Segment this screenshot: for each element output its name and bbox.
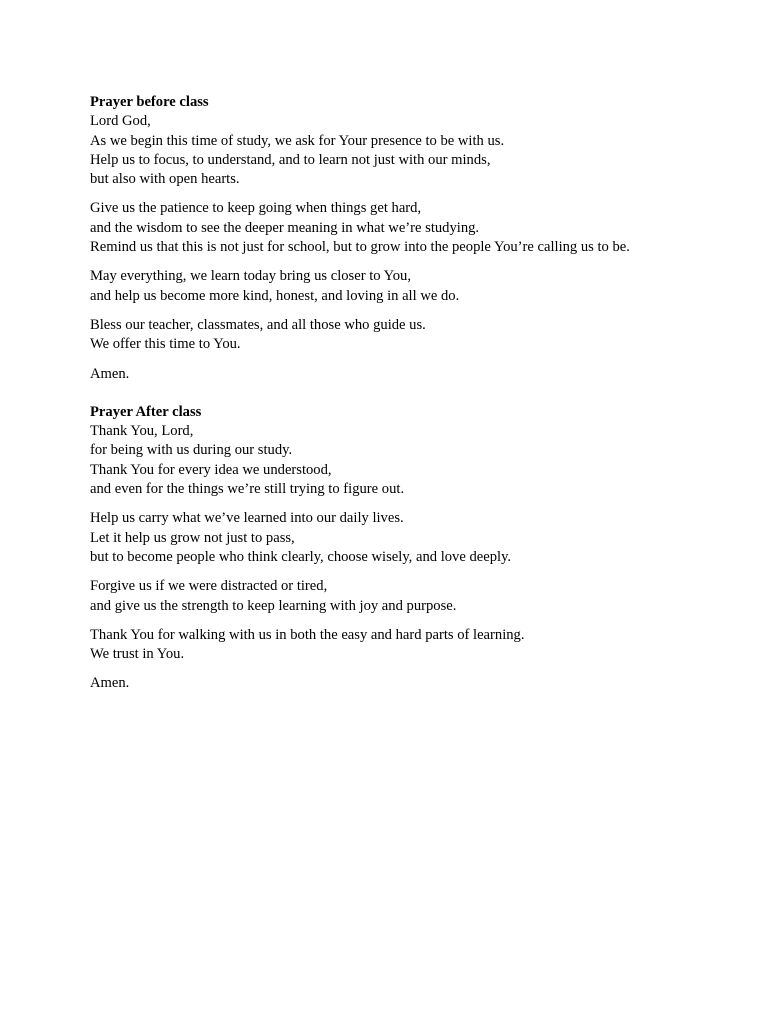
prayer-after-class-section xyxy=(90,403,730,694)
text-line: and the wisdom to see the deeper meaning in what we’re studying. xyxy=(90,219,480,236)
text-line: Forgive us if we were distracted or tired, xyxy=(90,578,328,595)
text-line: and give us the strength to keep learning with joy and purpose. xyxy=(90,597,457,614)
section-heading: Prayer before class xyxy=(90,94,209,110)
text-line: Let it help us grow not just to pass, xyxy=(90,529,295,546)
text-line: As we begin this time of study, we ask for Your presence to be with us. xyxy=(90,132,505,149)
paragraph xyxy=(90,199,730,257)
text-line: and even for the things we’re still trying to figure out. xyxy=(90,481,405,498)
text-line: and help us become more kind, honest, and loving in all we do. xyxy=(90,287,460,304)
paragraph xyxy=(90,267,730,306)
text-line: Give us the patience to keep going when things get hard, xyxy=(90,200,422,217)
text-line: for being with us during our study. xyxy=(90,442,293,459)
paragraph xyxy=(90,509,730,567)
text-line: Thank You for every idea we understood, xyxy=(90,461,332,478)
prayer-before-class-section xyxy=(90,93,730,384)
paragraph xyxy=(90,577,730,616)
text-line: Lord God, xyxy=(90,113,151,130)
text-line: Thank You, Lord, xyxy=(90,423,194,440)
text-line: We trust in You. xyxy=(90,646,185,663)
paragraph xyxy=(90,316,730,355)
paragraph xyxy=(90,112,730,189)
text-line: Remind us that this is not just for school, but to grow into the people You’re calling us to be. xyxy=(90,239,630,256)
section-heading: Prayer After class xyxy=(90,403,202,420)
text-line: but to become people who think clearly, choose wisely, and love deeply. xyxy=(90,548,512,565)
amen-line: Amen. xyxy=(90,365,130,382)
text-line: May everything, we learn today bring us closer to You, xyxy=(90,268,412,285)
paragraph xyxy=(90,674,730,693)
amen-line: Amen. xyxy=(90,675,130,692)
text-line: Bless our teacher, classmates, and all those who guide us. xyxy=(90,316,426,333)
text-line: Help us to focus, to understand, and to learn not just with our minds, xyxy=(90,151,491,168)
document-body xyxy=(90,93,730,694)
paragraph xyxy=(90,626,730,665)
paragraph xyxy=(90,365,730,384)
paragraph xyxy=(90,422,730,499)
text-line: Thank You for walking with us in both the easy and hard parts of learning. xyxy=(90,626,525,643)
text-line: We offer this time to You. xyxy=(90,336,241,353)
text-line: Help us carry what we’ve learned into our daily lives. xyxy=(90,510,404,527)
text-line: but also with open hearts. xyxy=(90,171,240,188)
